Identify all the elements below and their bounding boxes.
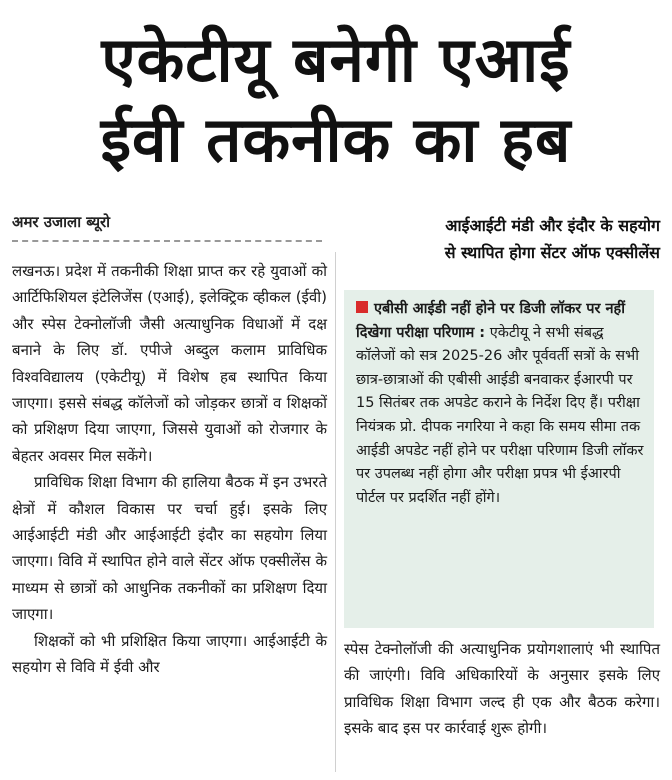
column-divider bbox=[335, 252, 336, 772]
sidebar-box-title: एबीसी आईडी नहीं होने पर डिजी लॉकर पर नहीं दिखेगा परीक्षा परिणाम : bbox=[356, 301, 625, 341]
article-left-column bbox=[12, 258, 327, 681]
article-paragraph-3: शिक्षकों को भी प्रशिक्षित किया जाएगा। आईआईटी के सहयोग से विवि में ईवी और bbox=[12, 631, 327, 677]
subheading bbox=[340, 212, 660, 266]
article-paragraph-2: प्राविधिक शिक्षा विभाग की हालिया बैठक में इन उभरते क्षेत्रों में कौशल विकास पर चर्चा हुई। इसके लिए आईआईटी मंडी और आईआईटी इंदौर का सहयोग लिया जाएगा। विवि में स्थापित होने वाले सेंटर ऑफ एक्सीलेंस के माध्यम से छात्रों को आधुनिक तकनीकों का प्रशिक्षण दिया जाएगा। bbox=[12, 473, 327, 624]
sidebar-box-text: एकेटीयू ने सभी संबद्ध कॉलेजों को सत्र 2025-26 और पूर्ववर्ती सत्रों के सभी छात्र-छात्राओं की एबीसी आईडी बनवाकर ईआरपी पर 15 सितंबर तक अपडेट कराने के निर्देश दिए हैं। परीक्षा नियंत्रक प्रो. दीपक नगरिया ने कहा कि समय सीमा तक आईडी अपडेट नहीं होने पर परीक्षा परिणाम डिजी लॉकर पर उपलब्ध नहीं होगा और परीक्षा प्रपत्र भी ईआरपी पोर्टल पर प्रदर्शित नहीं होंगे। bbox=[356, 324, 644, 506]
article-continuation-text: स्पेस टेक्नोलॉजी की अत्याधुनिक प्रयोगशालाएं भी स्थापित की जाएंगी। विवि अधिकारियों के अनुसार इसके लिए प्राविधिक शिक्षा विभाग जल्द ही एक और बैठक करेगा। इसके बाद इस पर कार्रवाई शुरू होगी। bbox=[344, 640, 660, 738]
red-square-icon bbox=[356, 301, 368, 313]
headline-line-1: एकेटीयू बनेगी एआई bbox=[101, 23, 571, 96]
byline-divider bbox=[12, 240, 322, 242]
headline bbox=[0, 20, 672, 180]
sidebar-box bbox=[344, 290, 654, 628]
byline: अमर उजाला ब्यूरो bbox=[12, 213, 111, 231]
subheading-line-1: आईआईटी मंडी और इंदौर के सहयोग bbox=[445, 216, 660, 235]
article-continuation bbox=[344, 636, 660, 742]
subheading-line-2: से स्थापित होगा सेंटर ऑफ एक्सीलेंस bbox=[444, 243, 660, 262]
headline-line-2: ईवी तकनीक का हब bbox=[100, 103, 572, 176]
article-paragraph-1: लखनऊ। प्रदेश में तकनीकी शिक्षा प्राप्त कर रहे युवाओं को आर्टिफिशियल इंटेलिजेंस (एआई), इलेक्ट्रिक व्हीकल (ईवी) और स्पेस टेक्नोलॉजी जैसी अत्याधुनिक विधाओं में दक्ष बनाने के लिए डॉ. एपीजे अब्दुल कलाम प्राविधिक विश्वविद्यालय (एकेटीयू) में विशेष हब स्थापित किया जाएगा। इससे संबद्ध कॉलेजों को जोड़कर छात्रों व शिक्षकों को प्रशिक्षण दिया जाएगा, जिससे युवाओं को रोजगार के बेहतर अवसर मिल सकेंगे। bbox=[12, 262, 327, 465]
